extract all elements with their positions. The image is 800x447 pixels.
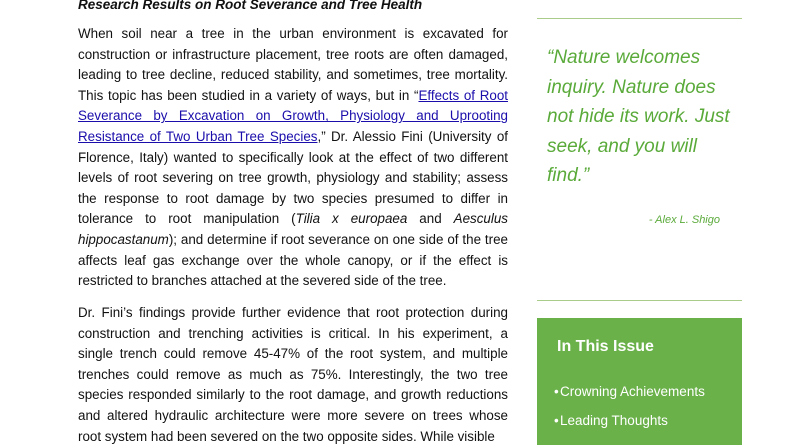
paragraph-text: and: [407, 211, 454, 227]
in-this-issue-heading: In This Issue: [557, 338, 654, 355]
pull-quote: “Nature welcomes inquiry. Nature does not hide its work. Just seek, and you will find.”: [547, 47, 730, 186]
species-name-aesculus: Aesculus hippocastanum: [78, 211, 508, 247]
bullet-icon: •: [554, 384, 559, 399]
issue-item[interactable]: [554, 413, 705, 442]
article-title: Research Results on Root Severance and Tree Health: [78, 0, 423, 12]
paragraph-text: ,” Dr. Alessio Fini (University of Florence, Italy) wanted to specifically look at the effect of two different levels of root severing on tree growth, physiology and stability; assess the response to root damage by two species presumed to differ in tolerance to root manipulation (: [78, 128, 508, 227]
article-paragraph-2: Dr. Fini’s findings provide further evidence that root protection during construction and trenching activities is critical. In his experiment, a single trench could remove 45-47% of the root system, and multiple trenches could remove as much as 75%. Interestingly, the two tree species responded similarly to the root damage, and growth reductions and altered hydraulic architecture were more severe on trees whose root system had been severed on the two opposite sides. While visible: [78, 305, 508, 444]
quote-author: - Alex L. Shigo: [648, 214, 720, 226]
bullet-icon: •: [554, 413, 559, 428]
divider-line: [537, 18, 742, 19]
issue-list: [554, 384, 705, 442]
issue-item-label: Crowning Achievements: [560, 384, 705, 399]
issue-item-label: Leading Thoughts: [560, 413, 668, 428]
divider-line: [537, 300, 742, 301]
study-title-link[interactable]: Effects of Root Severance by Excavation on Growth, Physiology and Uprooting Resistance of Two Urban Tree Species: [78, 87, 508, 144]
in-this-issue-box: [537, 318, 742, 445]
article-paragraph-1: [78, 24, 508, 292]
species-name-tilia: Tilia x europaea: [295, 211, 408, 227]
issue-item[interactable]: [554, 384, 705, 413]
paragraph-text: ); and determine if root severance on one side of the tree affects leaf gas exchange over the whole canopy, or if the effect is restricted to branches attached at the severed side of the tree.: [78, 231, 508, 289]
sidebar: [537, 0, 742, 445]
paragraph-text: When soil near a tree in the urban environment is excavated for construction or infrastructure placement, tree roots are often damaged, leading to tree decline, reduced stability, and sometimes, tree mortality. This topic has been studied in a variety of ways, but in “: [78, 26, 508, 103]
